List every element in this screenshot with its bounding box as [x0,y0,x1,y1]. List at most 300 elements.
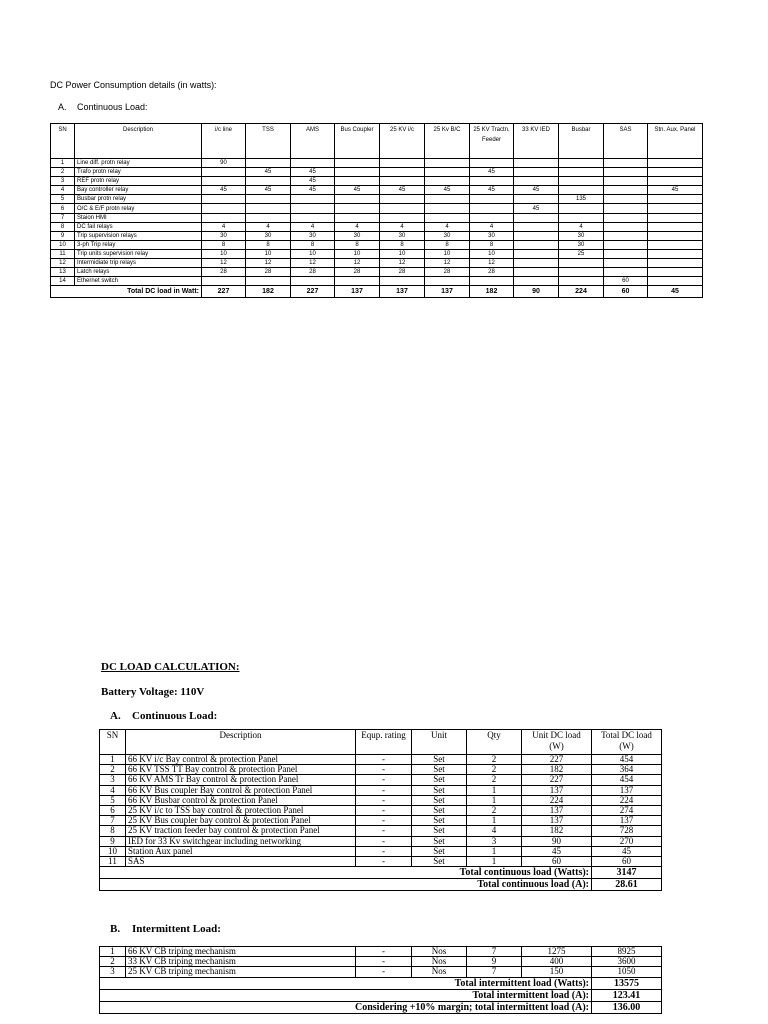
total-value: 137 [380,286,425,298]
row-description: 25 KV Bus coupler bay control & protection Panel [126,816,356,826]
table-cell: 45 [522,846,592,856]
column-header: Unit DC load (W) [522,730,592,755]
table-cell: 11 [51,249,75,258]
table-cell [559,213,604,222]
row-description: 3-ph Trip relay [75,240,202,249]
table-cell [425,159,470,168]
table-cell: 2 [467,765,522,775]
table-cell [470,213,514,222]
column-header: Total DC load (W) [592,730,662,755]
intermittent-load-table [99,946,662,1014]
row-description: 33 KV CB triping mechanism [126,957,356,967]
table-cell: 4 [51,186,75,195]
table-cell [246,177,291,186]
table-cell [425,277,470,286]
column-header: i/c line [202,124,246,159]
table-cell: 30 [559,240,604,249]
table-row [100,826,662,836]
table-cell [604,177,648,186]
table-cell [335,168,380,177]
table-cell [246,277,291,286]
table-cell: 12 [202,259,246,268]
table-cell: 135 [559,195,604,204]
table-cell: 12 [335,259,380,268]
table-cell: 400 [522,957,592,967]
row-description: Latch relays [75,268,202,277]
table-cell: 10 [425,249,470,258]
table-cell [514,240,559,249]
intermittent-load-section-heading [110,923,221,935]
total-value: 224 [559,286,604,298]
table-cell: 7 [467,967,522,977]
row-description: SAS [126,856,356,866]
table-cell: Nos [412,947,467,957]
total-watts-label: Total continuous load (Watts): [100,867,592,879]
table-cell: 2 [467,805,522,815]
column-header: 25 KV i/c [380,124,425,159]
table-cell [604,231,648,240]
int-amps-row [100,989,662,1001]
table-cell: 45 [246,186,291,195]
table-cell: 45 [202,186,246,195]
int-watts-label: Total intermittent load (Watts): [100,977,592,989]
table-row [51,249,703,258]
table-cell [514,222,559,231]
table-cell: 1 [467,785,522,795]
table-cell: 1050 [592,967,662,977]
table-cell: Nos [412,967,467,977]
table-cell [335,159,380,168]
table-cell: 137 [592,785,662,795]
table-cell: 8 [470,240,514,249]
table-cell: 4 [467,826,522,836]
total-value: 45 [648,286,703,298]
int-watts-value: 13575 [592,977,662,989]
section-label: A. [58,102,67,112]
table-cell: 454 [592,755,662,765]
table-cell: 8 [425,240,470,249]
table-cell [335,213,380,222]
table-row [100,856,662,866]
table-cell: 10 [202,249,246,258]
table-cell [648,213,703,222]
table-row [100,755,662,765]
margin-label: Considering +10% margin; total intermittent load (A): [100,1001,592,1013]
section-title: Intermittent Load: [132,923,221,935]
table-cell: 11 [100,856,126,866]
table-cell: 4 [425,222,470,231]
table-cell [648,277,703,286]
table-cell: 28 [246,268,291,277]
table-cell: 12 [425,259,470,268]
table-cell: - [356,765,412,775]
table-cell: Set [412,856,467,866]
row-description: 25 KV i/c to TSS bay control & protection Panel [126,805,356,815]
table-cell [514,259,559,268]
table-cell: 7 [100,816,126,826]
table-cell: 28 [380,268,425,277]
table-cell: - [356,805,412,815]
table-cell: 8 [380,240,425,249]
table-cell: 1 [467,856,522,866]
row-description: O/C & E/F protn relay [75,204,202,213]
table-cell: 8925 [592,947,662,957]
table-cell: 2 [467,755,522,765]
total-amps-label: Total continuous load (A): [100,879,592,891]
table-cell: 364 [592,765,662,775]
table-row [100,957,662,967]
table-row [51,204,703,213]
table-cell [335,177,380,186]
table-cell [514,168,559,177]
table-row [51,231,703,240]
table-cell [335,277,380,286]
table-cell: 45 [470,168,514,177]
table-cell [202,168,246,177]
table-cell: Set [412,755,467,765]
table-cell: 7 [51,213,75,222]
section-label: A. [110,710,121,722]
table-cell [604,186,648,195]
table-cell: 25 [559,249,604,258]
table-cell [648,240,703,249]
table-cell: 28 [291,268,335,277]
column-header: AMS [291,124,335,159]
table-cell [559,177,604,186]
table-cell [470,159,514,168]
int-amps-label: Total intermittent load (A): [100,989,592,1001]
table-cell: 30 [380,231,425,240]
table-cell [559,204,604,213]
row-description: REF protn relay [75,177,202,186]
power-consumption-table [50,123,703,298]
section-title: Continuous Load: [132,710,218,722]
table-cell: 182 [522,765,592,775]
table-cell: - [356,967,412,977]
table-cell: 3 [100,775,126,785]
table-cell: 45 [648,186,703,195]
table-cell: - [356,846,412,856]
consumption-heading: DC Power Consumption details (in watts): [50,80,217,90]
table-cell: 227 [522,775,592,785]
dc-load-calculation-title: DC LOAD CALCULATION: [101,661,240,673]
total-value: 60 [604,286,648,298]
table-cell: 45 [246,168,291,177]
table-cell [202,177,246,186]
table-cell [425,204,470,213]
table-cell: 10 [470,249,514,258]
table-cell [559,277,604,286]
table-cell: - [356,795,412,805]
row-description: Trip supervision relays [75,231,202,240]
table-cell: 6 [100,805,126,815]
table-row [100,816,662,826]
table-cell: 224 [522,795,592,805]
table-cell: 8 [335,240,380,249]
table-cell: - [356,785,412,795]
table-cell [514,195,559,204]
table-cell: 7 [467,947,522,957]
margin-value: 136.00 [592,1001,662,1013]
table-cell: 1 [467,846,522,856]
total-value: 137 [335,286,380,298]
int-watts-row [100,977,662,989]
column-header: 25 Kv B/C [425,124,470,159]
table-cell: 9 [467,957,522,967]
table-cell: 4 [291,222,335,231]
column-header: Stn. Aux. Panel [648,124,703,159]
row-description: 66 KV i/c Bay control & protection Panel [126,755,356,765]
table-cell [380,168,425,177]
table-cell: 45 [291,177,335,186]
table-cell: Set [412,775,467,785]
total-amps-row [100,879,662,891]
total-value: 227 [202,286,246,298]
table-cell [425,177,470,186]
column-header: SN [51,124,75,159]
table-cell [291,277,335,286]
table-cell: - [356,856,412,866]
table-cell: Set [412,765,467,775]
table-cell: 274 [592,805,662,815]
table-cell [559,168,604,177]
table-cell: 137 [592,816,662,826]
table-cell: 12 [51,259,75,268]
total-row [51,286,703,298]
column-header: Equp. rating [356,730,412,755]
table-cell [648,159,703,168]
table-cell: 270 [592,836,662,846]
table-cell: 45 [514,186,559,195]
table-cell: 9 [100,836,126,846]
table-cell [425,213,470,222]
table-cell [380,195,425,204]
table-cell [604,168,648,177]
table-cell: 4 [202,222,246,231]
table-cell [648,177,703,186]
total-value: 182 [470,286,514,298]
table-cell [604,249,648,258]
table-cell: 8 [291,240,335,249]
continuous-load-heading [58,102,148,112]
column-header: Unit [412,730,467,755]
table-cell: 28 [335,268,380,277]
table-cell: 90 [202,159,246,168]
table-cell: 10 [100,846,126,856]
table-cell: 2 [100,957,126,967]
table-cell [470,177,514,186]
row-description: Line diff. protn relay [75,159,202,168]
table-cell: 1 [51,159,75,168]
table-cell: 9 [51,231,75,240]
table-cell: 60 [522,856,592,866]
table-cell: 3600 [592,957,662,967]
row-description: 66 KV TSS TT Bay control & protection Panel [126,765,356,775]
table-cell: 150 [522,967,592,977]
row-description: DC fail relays [75,222,202,231]
table-cell: 30 [246,231,291,240]
table-cell [202,195,246,204]
table-row [51,168,703,177]
table-cell: 4 [559,222,604,231]
table-cell: 137 [522,816,592,826]
table-cell [604,259,648,268]
table-cell: 30 [202,231,246,240]
table-cell [604,159,648,168]
table-cell [514,231,559,240]
table-cell: 28 [202,268,246,277]
table-cell [648,268,703,277]
column-header: Busbar [559,124,604,159]
total-value: 137 [425,286,470,298]
total-watts-value: 3147 [592,867,662,879]
table-cell [514,249,559,258]
table-cell [514,277,559,286]
int-amps-value: 123.41 [592,989,662,1001]
header-row [100,730,662,755]
total-watts-row [100,867,662,879]
table-cell: 1 [100,755,126,765]
table-row [100,947,662,957]
table-cell: 137 [522,785,592,795]
table-cell: Nos [412,957,467,967]
table-cell: 5 [100,795,126,805]
table-cell [604,204,648,213]
table-cell: 2 [467,775,522,785]
table-cell [425,168,470,177]
continuous-load-section-heading [110,710,217,722]
table-cell: 227 [522,755,592,765]
table-cell [514,177,559,186]
table-cell [604,240,648,249]
table-cell: 10 [380,249,425,258]
table-row [51,240,703,249]
table-cell: 60 [592,856,662,866]
table-cell [648,204,703,213]
table-cell: 1 [467,795,522,805]
table-row [51,186,703,195]
table-cell: 30 [425,231,470,240]
row-description: Bay controller relay [75,186,202,195]
row-description: Station Aux panel [126,846,356,856]
table-cell: 6 [51,204,75,213]
table-cell [380,177,425,186]
table-cell [291,159,335,168]
table-cell: 13 [51,268,75,277]
table-cell: - [356,755,412,765]
table-cell: 4 [380,222,425,231]
table-cell [291,195,335,204]
table-cell [380,277,425,286]
table-cell [380,213,425,222]
table-cell: 3 [467,836,522,846]
table-cell: 4 [470,222,514,231]
table-cell: - [356,836,412,846]
table-cell: 8 [246,240,291,249]
row-description: Busbar protn relay [75,195,202,204]
table-cell: 4 [246,222,291,231]
table-row [51,159,703,168]
table-row [51,222,703,231]
table-cell: Set [412,785,467,795]
table-row [100,967,662,977]
table-cell [559,159,604,168]
table-cell [648,249,703,258]
table-cell: 1 [467,816,522,826]
table-cell: 10 [51,240,75,249]
table-cell: Set [412,836,467,846]
column-header: TSS [246,124,291,159]
table-cell: 30 [470,231,514,240]
table-cell: 30 [291,231,335,240]
table-cell: 45 [425,186,470,195]
row-description: Staion HMI [75,213,202,222]
table-row [100,785,662,795]
table-row [51,195,703,204]
table-cell [470,204,514,213]
table-cell: - [356,826,412,836]
table-cell: 30 [559,231,604,240]
table-cell [202,204,246,213]
table-cell: 137 [522,805,592,815]
table-cell [202,213,246,222]
column-header: Bus Coupler [335,124,380,159]
table-cell [648,259,703,268]
table-cell [246,159,291,168]
row-description: 25 KV traction feeder bay control & protection Panel [126,826,356,836]
table-cell [604,213,648,222]
table-cell: 8 [51,222,75,231]
table-cell [202,277,246,286]
table-cell: 5 [51,195,75,204]
row-description: Trip units supervision relay [75,249,202,258]
table-cell [559,186,604,195]
column-header: Description [126,730,356,755]
table-cell [335,204,380,213]
table-cell: 10 [335,249,380,258]
table-cell: 10 [291,249,335,258]
table-cell: 90 [522,836,592,846]
table-cell: 182 [522,826,592,836]
table-cell [604,222,648,231]
table-cell [648,222,703,231]
row-description: 66 KV Bus coupler Bay control & protection Panel [126,785,356,795]
table-cell: Set [412,846,467,856]
row-description: 66 KV CB triping mechanism [126,947,356,957]
table-cell: 8 [100,826,126,836]
table-cell: 2 [51,168,75,177]
table-cell: 45 [291,168,335,177]
table-cell: 30 [335,231,380,240]
continuous-load-table [99,729,662,891]
table-cell [291,204,335,213]
table-cell [291,213,335,222]
table-cell [514,213,559,222]
table-row [51,213,703,222]
table-cell [335,195,380,204]
header-row [51,124,703,159]
table-row [100,836,662,846]
table-cell [470,277,514,286]
table-cell [380,159,425,168]
table-cell [246,204,291,213]
table-row [51,259,703,268]
table-cell: 224 [592,795,662,805]
table-cell: 4 [100,785,126,795]
table-cell [648,195,703,204]
table-cell [380,204,425,213]
table-cell: 28 [470,268,514,277]
